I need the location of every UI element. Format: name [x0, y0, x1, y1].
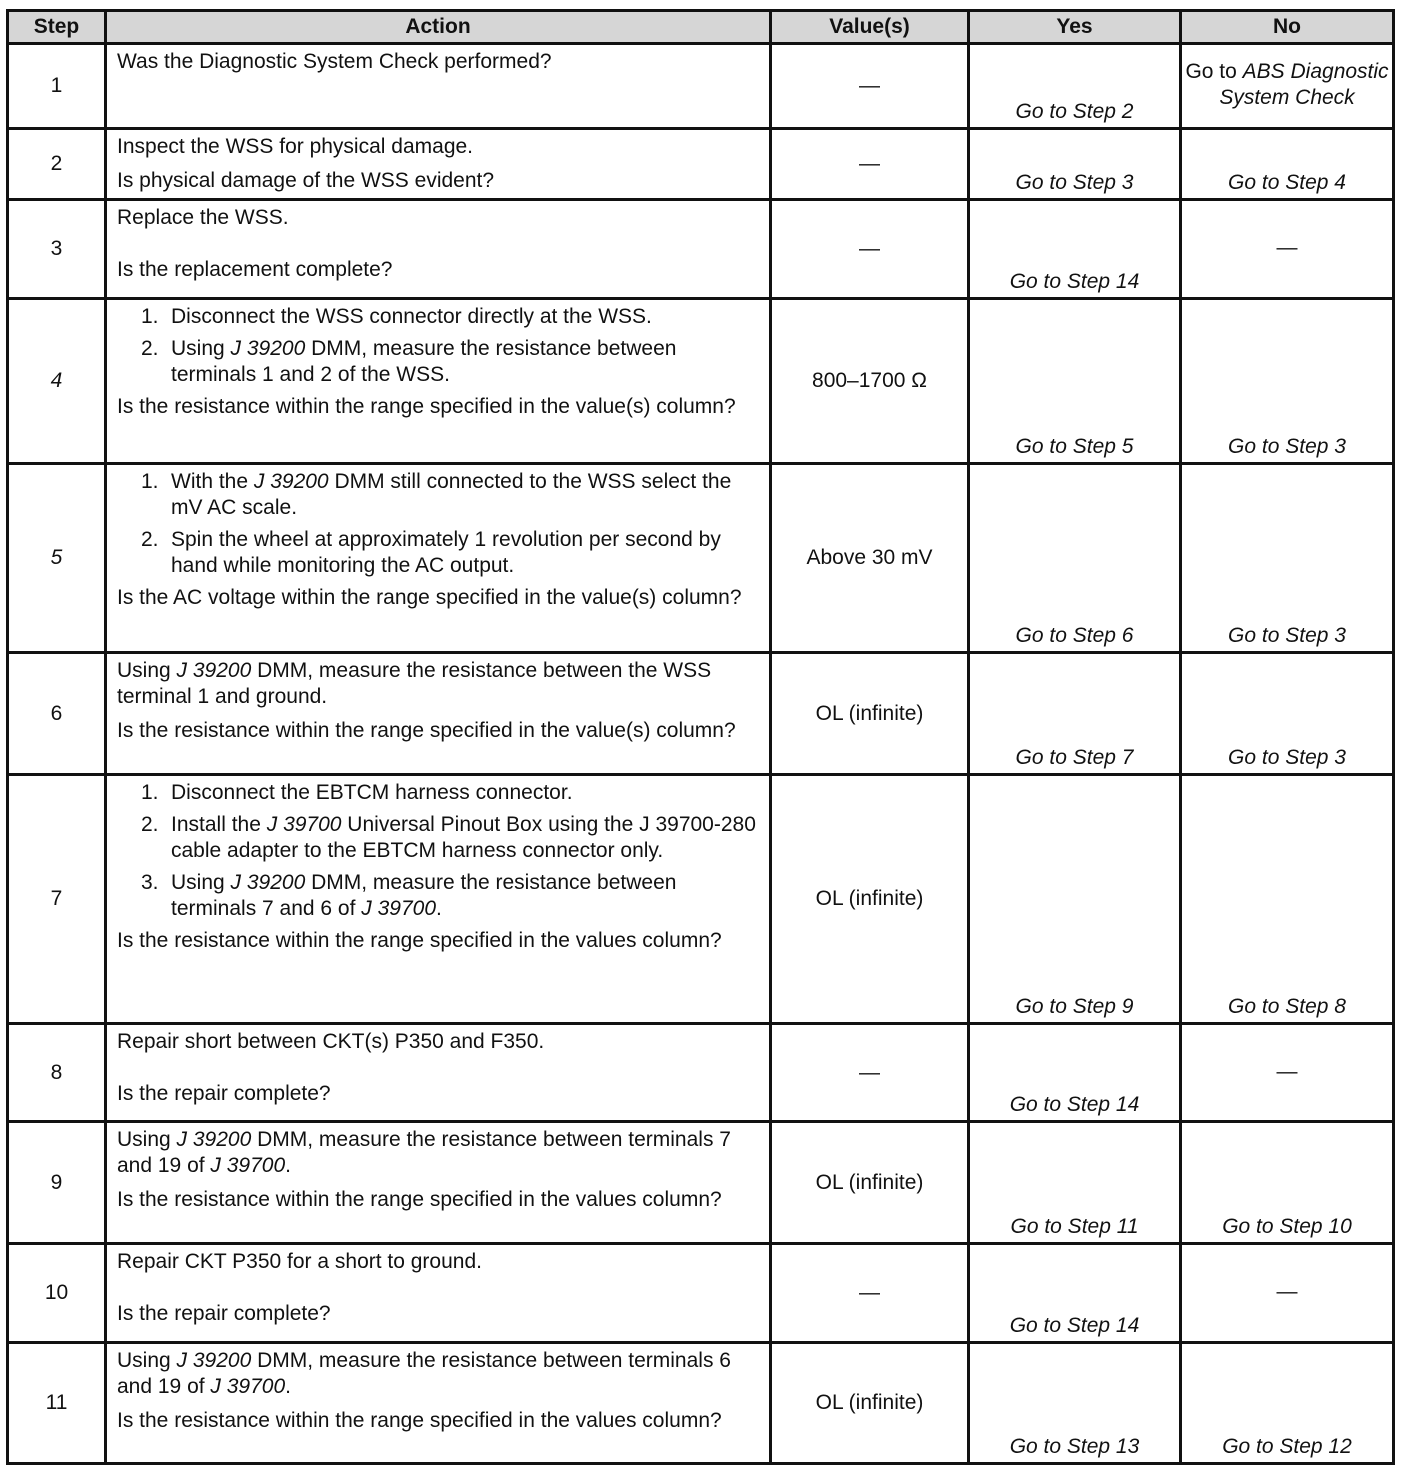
list-item: 2. Install the J 39700 Universal Pinout Box using the J 39700-280 cable adapter to the EBTCM harness connector only. [141, 813, 756, 862]
yes-cell: Go to Step 2 [969, 44, 1181, 129]
action-question: Is physical damage of the WSS evident? [117, 169, 495, 192]
diagnostic-table [6, 9, 1395, 1465]
action-cell [106, 299, 771, 464]
table-row [8, 1122, 1394, 1244]
value-cell: — [771, 129, 969, 200]
step-number: 1 [8, 44, 106, 129]
step-number: 7 [8, 775, 106, 1024]
action-question: Is the resistance within the range specified in the value(s) column? [117, 395, 736, 418]
table-row [8, 299, 1394, 464]
step-number: 8 [8, 1024, 106, 1122]
action-text: Was the Diagnostic System Check performed? [117, 50, 552, 73]
value-cell: OL (infinite) [771, 775, 969, 1024]
no-cell: Go to Step 12 [1181, 1343, 1394, 1464]
action-question: Is the replacement complete? [117, 258, 393, 281]
no-prefix: Go to [1185, 60, 1237, 83]
yes-cell: Go to Step 7 [969, 653, 1181, 775]
value-cell: — [771, 200, 969, 299]
action-text: Using J 39200 DMM, measure the resistance between terminals 7 and 19 of J 39700. [117, 1128, 731, 1177]
table-row [8, 1024, 1394, 1122]
no-link: ABS Diagnostic System Check [1219, 60, 1389, 109]
step-number: 5 [8, 464, 106, 653]
action-question: Is the resistance within the range specified in the values column? [117, 1188, 722, 1211]
yes-cell: Go to Step 6 [969, 464, 1181, 653]
action-text: Using J 39200 DMM, measure the resistance between terminals 6 and 19 of J 39700. [117, 1349, 731, 1398]
table-row [8, 1244, 1394, 1343]
value-cell: OL (infinite) [771, 1343, 969, 1464]
tool-ref: J 39700 [361, 897, 437, 920]
table-row [8, 200, 1394, 299]
action-text: Using J 39200 DMM, measure the resistance between the WSS terminal 1 and ground. [117, 659, 712, 708]
table-row [8, 44, 1394, 129]
no-cell: — [1181, 1024, 1394, 1122]
table-row [8, 1343, 1394, 1464]
step-number: 4 [8, 299, 106, 464]
action-question: Is the resistance within the range specified in the values column? [117, 929, 722, 952]
tool-ref: J 39700 [210, 1154, 286, 1177]
list-item: 2. Spin the wheel at approximately 1 revolution per second by hand while monitoring the AC output. [141, 528, 721, 577]
no-cell: Go to Step 10 [1181, 1122, 1394, 1244]
action-cell [106, 1122, 771, 1244]
yes-cell: Go to Step 14 [969, 1024, 1181, 1122]
value-cell: — [771, 1244, 969, 1343]
action-text: Repair short between CKT(s) P350 and F350. [117, 1030, 545, 1053]
procedure-list [117, 469, 759, 579]
tool-ref: J 39200 [176, 1349, 252, 1372]
action-text: Replace the WSS. [117, 206, 289, 229]
tool-ref: J 39200 [230, 871, 306, 894]
table-row [8, 464, 1394, 653]
action-question: Is the resistance within the range specified in the values column? [117, 1409, 722, 1432]
tool-ref: J 39700 [210, 1375, 286, 1398]
yes-cell: Go to Step 11 [969, 1122, 1181, 1244]
yes-cell: Go to Step 14 [969, 200, 1181, 299]
step-number: 3 [8, 200, 106, 299]
action-question: Is the resistance within the range specified in the value(s) column? [117, 719, 736, 742]
header-row [8, 11, 1394, 44]
action-text: Inspect the WSS for physical damage. [117, 135, 474, 158]
no-cell: Go to Step 3 [1181, 299, 1394, 464]
value-cell: OL (infinite) [771, 1122, 969, 1244]
step-number: 9 [8, 1122, 106, 1244]
action-question: Is the AC voltage within the range specified in the value(s) column? [117, 586, 742, 609]
value-cell: — [771, 1024, 969, 1122]
yes-cell: Go to Step 9 [969, 775, 1181, 1024]
step-number: 2 [8, 129, 106, 200]
action-text: Repair CKT P350 for a short to ground. [117, 1250, 482, 1273]
table-row [8, 129, 1394, 200]
tool-ref: J 39200 [253, 470, 329, 493]
tool-ref: J 39200 [176, 1128, 252, 1151]
action-question: Is the repair complete? [117, 1302, 331, 1325]
action-cell [106, 653, 771, 775]
list-item: 1. Disconnect the WSS connector directly at the WSS. [141, 305, 652, 328]
value-cell: OL (infinite) [771, 653, 969, 775]
no-cell: — [1181, 200, 1394, 299]
action-cell [106, 775, 771, 1024]
no-cell: Go to Step 3 [1181, 653, 1394, 775]
value-cell: 800–1700 Ω [771, 299, 969, 464]
no-cell: Go to Step 4 [1181, 129, 1394, 200]
yes-cell: Go to Step 13 [969, 1343, 1181, 1464]
tool-ref: J 39200 [176, 659, 252, 682]
list-item: 2. Using J 39200 DMM, measure the resistance between terminals 1 and 2 of the WSS. [141, 337, 677, 386]
action-cell [106, 1244, 771, 1343]
header-step: Step [8, 11, 106, 44]
yes-cell: Go to Step 3 [969, 129, 1181, 200]
yes-cell: Go to Step 5 [969, 299, 1181, 464]
action-question: Is the repair complete? [117, 1082, 331, 1105]
action-cell [106, 464, 771, 653]
action-cell [106, 129, 771, 200]
table-row [8, 653, 1394, 775]
table-row [8, 775, 1394, 1024]
header-action: Action [106, 11, 771, 44]
action-cell [106, 1343, 771, 1464]
no-cell: Go to Step 8 [1181, 775, 1394, 1024]
procedure-list [117, 304, 759, 388]
header-no: No [1181, 11, 1394, 44]
list-item: 1. Disconnect the EBTCM harness connector. [141, 781, 573, 804]
step-number: 10 [8, 1244, 106, 1343]
action-cell [106, 1024, 771, 1122]
procedure-list [117, 780, 759, 922]
step-number: 11 [8, 1343, 106, 1464]
no-cell: — [1181, 1244, 1394, 1343]
list-item: 1. With the J 39200 DMM still connected to the WSS select the mV AC scale. [141, 470, 732, 519]
tool-ref: J 39700 [266, 813, 342, 836]
header-yes: Yes [969, 11, 1181, 44]
list-item: 3. Using J 39200 DMM, measure the resistance between terminals 7 and 6 of J 39700. [141, 871, 677, 920]
yes-cell: Go to Step 14 [969, 1244, 1181, 1343]
action-cell [106, 44, 771, 129]
tool-ref: J 39200 [230, 337, 306, 360]
no-cell [1181, 44, 1394, 129]
header-values: Value(s) [771, 11, 969, 44]
step-number: 6 [8, 653, 106, 775]
value-cell: Above 30 mV [771, 464, 969, 653]
action-cell [106, 200, 771, 299]
value-cell: — [771, 44, 969, 129]
no-cell: Go to Step 3 [1181, 464, 1394, 653]
